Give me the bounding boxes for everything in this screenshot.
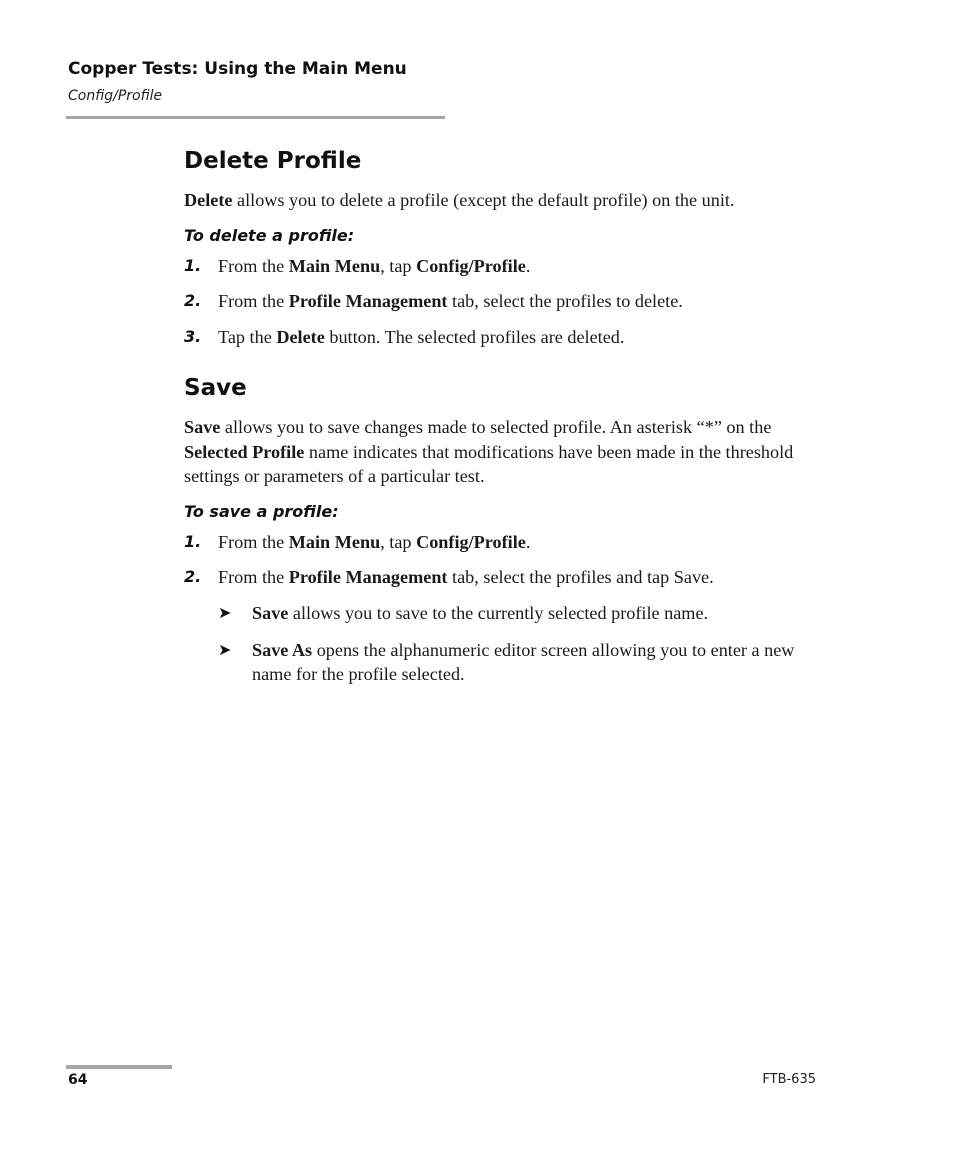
delete-intro-text: allows you to delete a profile (except the default profile) on the unit.: [232, 190, 735, 210]
ui-term: Config/Profile: [416, 531, 526, 552]
step-number: 1.: [184, 255, 202, 275]
text-run: From the: [218, 531, 289, 552]
save-options-list: [218, 601, 834, 687]
step-text: [218, 254, 834, 279]
save-procedure-title: To save a profile:: [184, 501, 339, 521]
header-divider: [66, 116, 445, 119]
step-text: [218, 530, 834, 555]
footer-divider: [66, 1065, 172, 1069]
delete-step: [184, 289, 834, 314]
save-step: [184, 530, 834, 555]
arrow-bullet-icon: ➤: [218, 604, 232, 622]
list-item: [218, 638, 834, 687]
text-run: From the: [218, 291, 289, 311]
delete-step: [184, 254, 834, 279]
step-number: 1.: [184, 531, 202, 551]
text-run: From the: [218, 255, 289, 276]
text-run: .: [525, 531, 531, 552]
ui-term: Main Menu: [288, 255, 381, 276]
document-code: FTB-635: [762, 1072, 816, 1087]
step-number: 2.: [184, 291, 202, 310]
running-header: [68, 58, 445, 106]
ui-term: Profile Management: [288, 567, 448, 587]
delete-profile-heading: Delete Profile: [184, 148, 362, 174]
delete-step: [184, 325, 834, 350]
bullet-text: [252, 638, 834, 687]
list-item: [218, 601, 834, 627]
delete-term: Delete: [184, 190, 233, 210]
step-text: [218, 565, 834, 590]
chapter-title: Copper Tests: Using the Main Menu: [68, 59, 407, 79]
step-number: 3.: [184, 326, 202, 346]
ui-term: Main Menu: [288, 531, 381, 552]
page-content: [184, 146, 834, 687]
ui-term: Save As: [252, 639, 313, 660]
bullet-text: [252, 601, 834, 627]
ui-term: Profile Management: [288, 291, 448, 311]
text-run: allows you to save changes made to selected profile. An asterisk “*” on the: [220, 417, 772, 437]
save-step: [184, 565, 834, 590]
step-text: [218, 325, 834, 350]
ui-term: Save: [252, 602, 289, 623]
text-run: name indicates that modifications have been made in the threshold settings or parameters of a particular test.: [184, 441, 794, 486]
text-run: Tap the: [218, 326, 277, 347]
text-run: allows you to save to the currently selected profile name.: [288, 602, 709, 623]
text-run: , tap: [380, 531, 417, 552]
ui-term: Config/Profile: [416, 255, 526, 276]
save-term: Save: [184, 417, 221, 437]
save-heading: Save: [184, 375, 247, 401]
step-number: 2.: [184, 567, 202, 586]
text-run: button. The selected profiles are deleted.: [324, 326, 625, 347]
text-run: , tap: [380, 255, 417, 276]
text-run: tab, select the profiles to delete.: [447, 291, 683, 311]
delete-intro-paragraph: [184, 188, 834, 213]
step-text: [218, 289, 834, 314]
selected-profile-term: Selected Profile: [184, 441, 305, 462]
delete-procedure-title: To delete a profile:: [184, 225, 355, 245]
text-run: opens the alphanumeric editor screen allowing you to enter a new name for the profile selected.: [252, 639, 795, 684]
text-run: tab, select the profiles and tap Save.: [447, 567, 714, 587]
save-intro-paragraph: [184, 415, 834, 489]
section-subtitle: Config/Profile: [68, 88, 163, 104]
page-number: 64: [68, 1072, 88, 1088]
text-run: .: [525, 255, 531, 276]
arrow-bullet-icon: ➤: [218, 641, 232, 659]
text-run: From the: [218, 567, 289, 587]
ui-term: Delete: [276, 326, 325, 347]
